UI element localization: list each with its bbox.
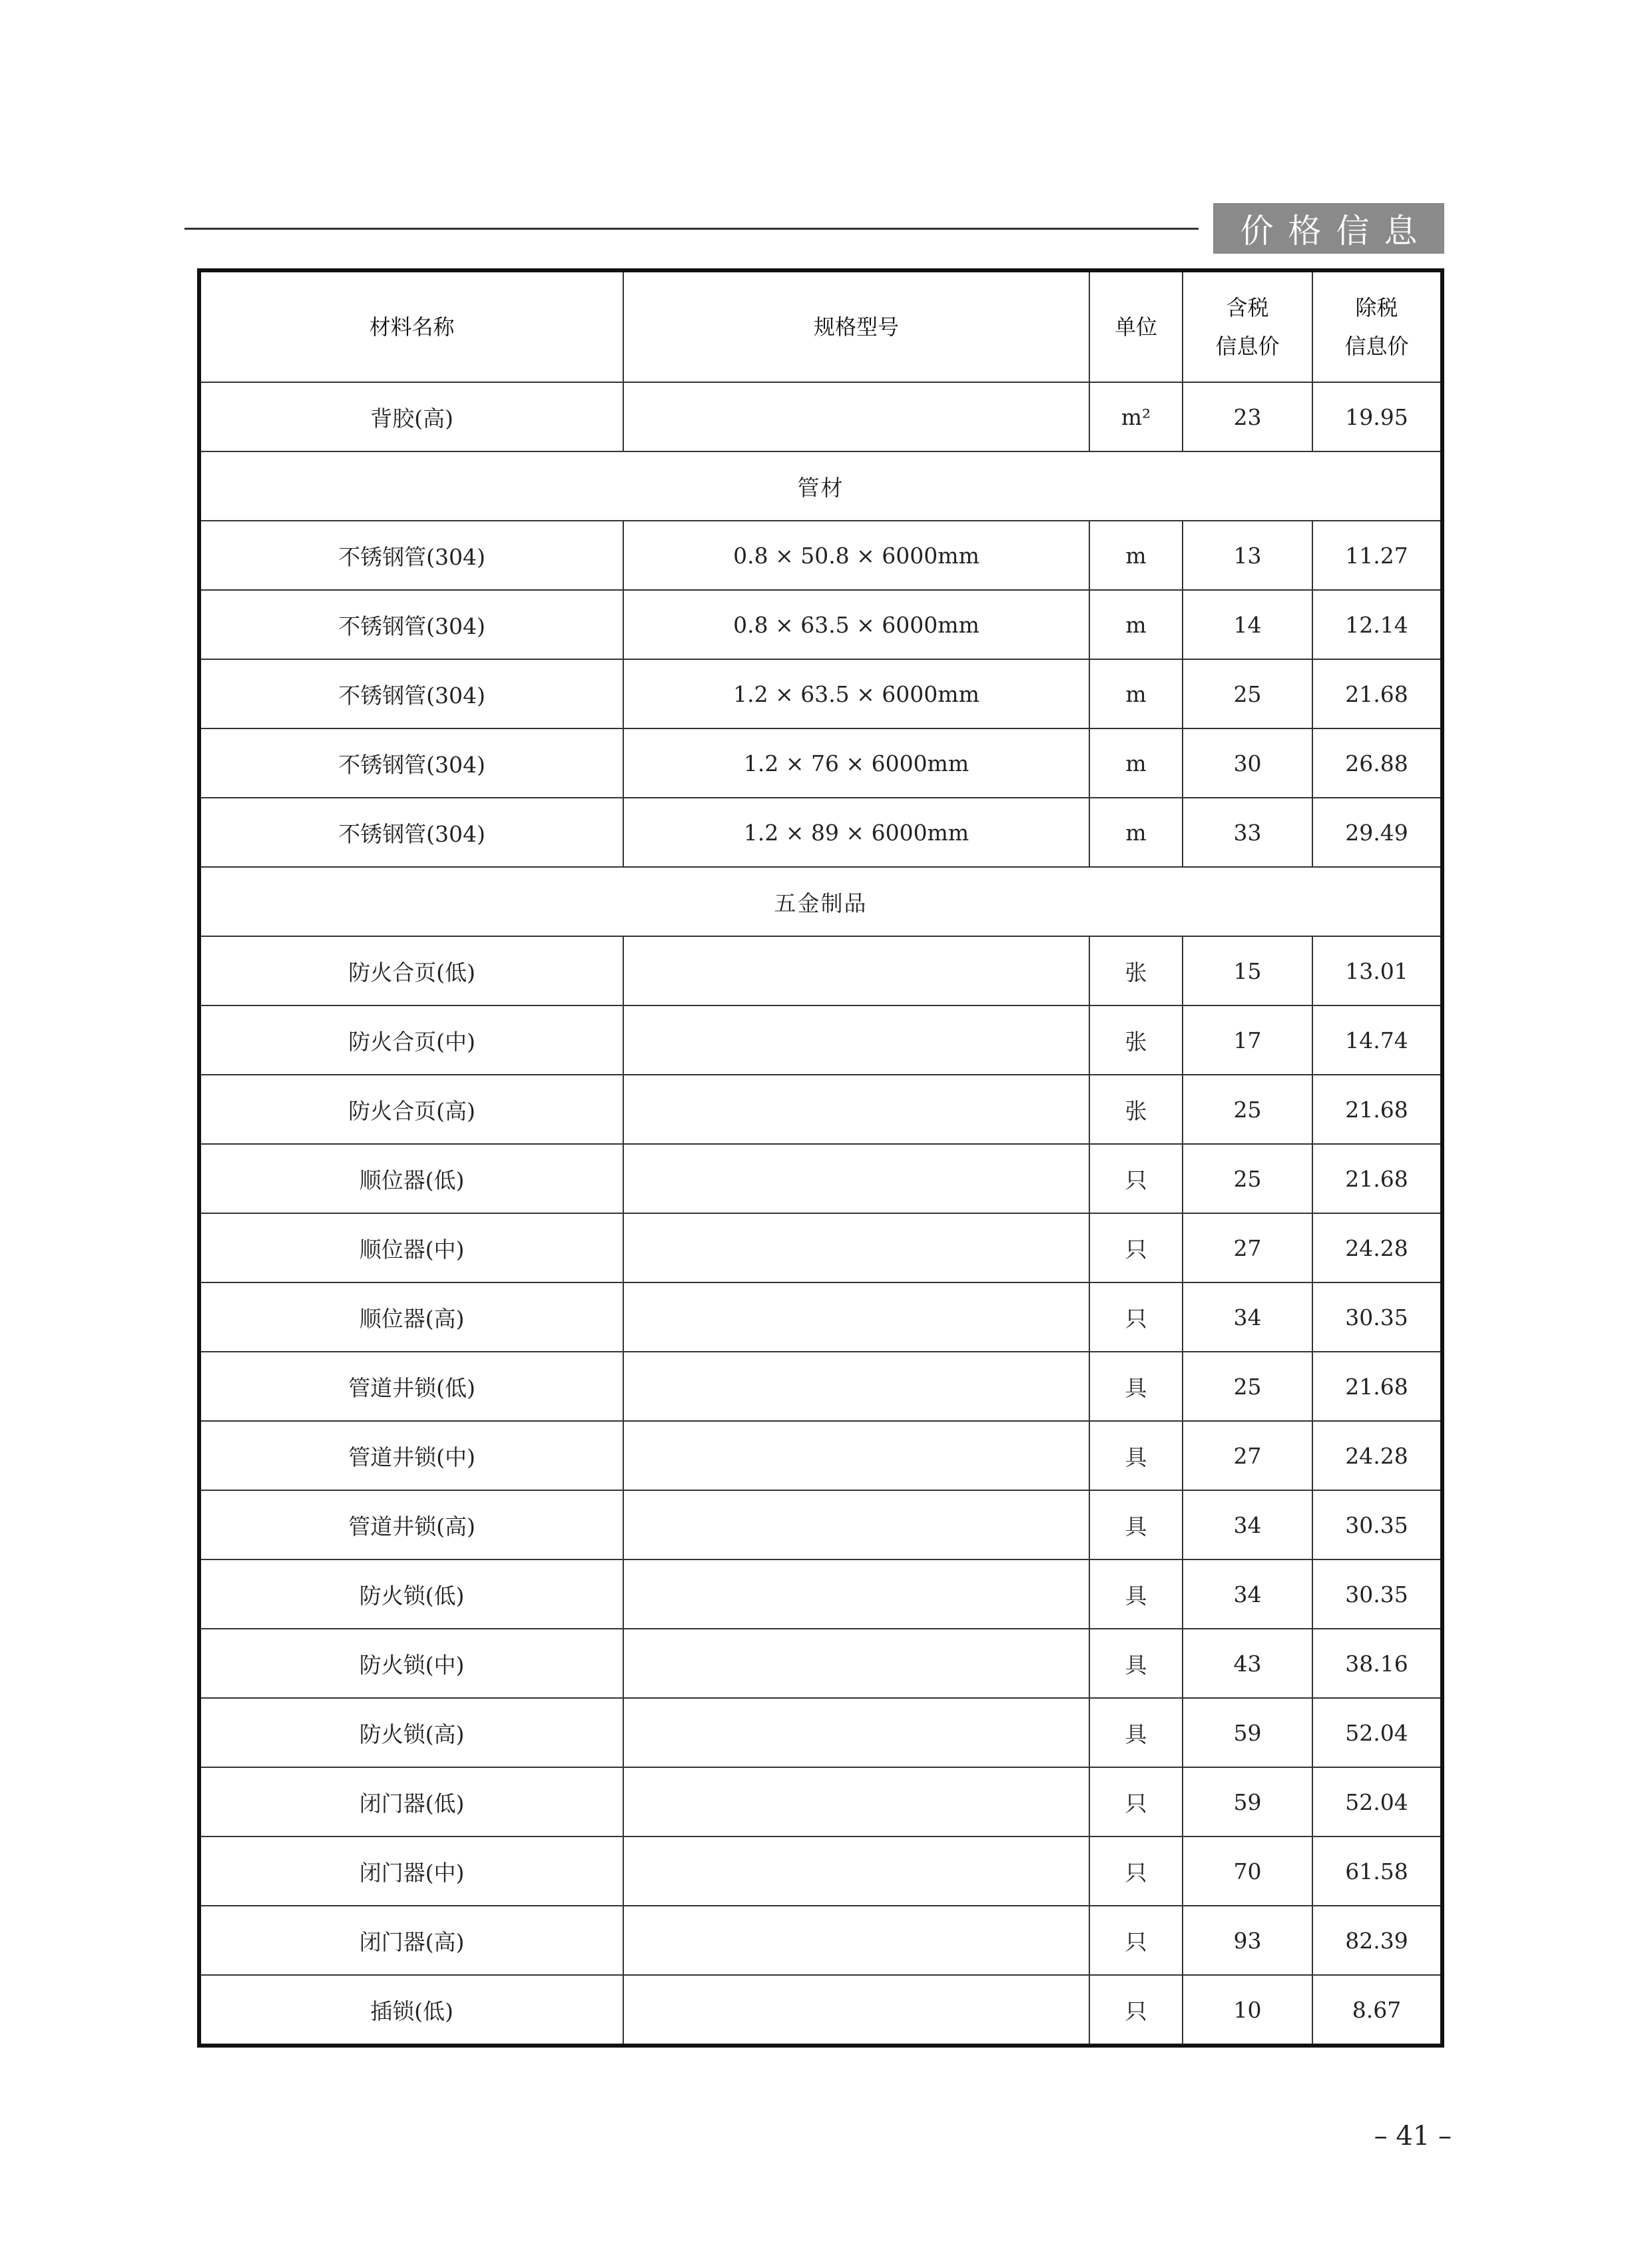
material-name-cell: 防火合页(低): [199, 936, 623, 1005]
table-row: [199, 1698, 1442, 1767]
tax-inclusive-price-cell: 59: [1183, 1698, 1312, 1767]
tax-inclusive-price-cell: 13: [1183, 521, 1312, 590]
tax-exclusive-price-cell: 13.01: [1312, 936, 1442, 1005]
tax-inclusive-price-cell: 27: [1183, 1213, 1312, 1282]
unit-cell: m²: [1089, 382, 1183, 451]
table-row: [199, 382, 1442, 451]
unit-cell: 只: [1089, 1213, 1183, 1282]
table-row: [199, 1421, 1442, 1490]
tax-exclusive-price-cell: 21.68: [1312, 1144, 1442, 1213]
tax-exclusive-price-cell: 21.68: [1312, 659, 1442, 728]
material-name-cell: 不锈钢管(304): [199, 590, 623, 659]
tax-exclusive-price-cell: 30.35: [1312, 1559, 1442, 1629]
tax-inclusive-price-cell: 33: [1183, 798, 1312, 867]
unit-cell: 张: [1089, 1075, 1183, 1144]
spec-cell: [623, 1559, 1089, 1629]
tax-exclusive-price-cell: 52.04: [1312, 1698, 1442, 1767]
table-row: [199, 1767, 1442, 1836]
unit-cell: m: [1089, 798, 1183, 867]
spec-cell: [623, 1213, 1089, 1282]
table-row: [199, 728, 1442, 798]
tax-inclusive-price-cell: 59: [1183, 1767, 1312, 1836]
spec-cell: 1.2 × 76 × 6000mm: [623, 728, 1089, 798]
material-name-cell: 防火锁(中): [199, 1629, 623, 1698]
table-row: [199, 1144, 1442, 1213]
tax-exclusive-price-cell: 12.14: [1312, 590, 1442, 659]
tax-exclusive-price-cell: 21.68: [1312, 1075, 1442, 1144]
tax-exclusive-price-cell: 11.27: [1312, 521, 1442, 590]
table-row: [199, 1906, 1442, 1975]
tax-inclusive-price-cell: 25: [1183, 659, 1312, 728]
table-row: [199, 798, 1442, 867]
unit-cell: m: [1089, 521, 1183, 590]
spec-cell: [623, 1282, 1089, 1352]
tax-inclusive-price-cell: 23: [1183, 382, 1312, 451]
material-name-cell: 顺位器(高): [199, 1282, 623, 1352]
table-row: [199, 1352, 1442, 1421]
material-name-cell: 顺位器(中): [199, 1213, 623, 1282]
unit-cell: m: [1089, 590, 1183, 659]
unit-cell: 张: [1089, 1005, 1183, 1075]
column-header-name: 材料名称: [199, 270, 623, 382]
table-row: [199, 1975, 1442, 2046]
tax-exclusive-price-cell: 82.39: [1312, 1906, 1442, 1975]
unit-cell: 具: [1089, 1352, 1183, 1421]
material-name-cell: 防火锁(高): [199, 1698, 623, 1767]
spec-cell: 1.2 × 63.5 × 6000mm: [623, 659, 1089, 728]
tax-inclusive-price-cell: 93: [1183, 1906, 1312, 1975]
unit-cell: 具: [1089, 1490, 1183, 1559]
tax-inclusive-price-cell: 30: [1183, 728, 1312, 798]
category-label: 五金制品: [199, 867, 1442, 936]
spec-cell: [623, 1767, 1089, 1836]
tax-exclusive-price-cell: 29.49: [1312, 798, 1442, 867]
column-header-spec: 规格型号: [623, 270, 1089, 382]
spec-cell: [623, 1698, 1089, 1767]
spec-cell: [623, 1075, 1089, 1144]
price-table: [197, 268, 1444, 2048]
column-header-unit: 单位: [1089, 270, 1183, 382]
spec-cell: [623, 936, 1089, 1005]
tax-exclusive-price-cell: 61.58: [1312, 1836, 1442, 1906]
unit-cell: m: [1089, 728, 1183, 798]
spec-cell: 1.2 × 89 × 6000mm: [623, 798, 1089, 867]
column-header-tax-inclusive: 含税 信息价: [1183, 270, 1312, 382]
unit-cell: 具: [1089, 1698, 1183, 1767]
table-row: [199, 1559, 1442, 1629]
tax-inclusive-price-cell: 27: [1183, 1421, 1312, 1490]
spec-cell: [623, 1352, 1089, 1421]
spec-cell: [623, 1975, 1089, 2046]
tax-exclusive-price-cell: 24.28: [1312, 1213, 1442, 1282]
unit-cell: 只: [1089, 1906, 1183, 1975]
category-label: 管材: [199, 451, 1442, 521]
spec-cell: [623, 1421, 1089, 1490]
material-name-cell: 管道井锁(高): [199, 1490, 623, 1559]
table-row: [199, 1836, 1442, 1906]
spec-cell: [623, 382, 1089, 451]
spec-cell: [623, 1005, 1089, 1075]
tax-inclusive-price-cell: 25: [1183, 1075, 1312, 1144]
tax-inclusive-price-cell: 34: [1183, 1490, 1312, 1559]
table-row: [199, 1213, 1442, 1282]
tax-inclusive-price-cell: 70: [1183, 1836, 1312, 1906]
unit-cell: 只: [1089, 1836, 1183, 1906]
material-name-cell: 管道井锁(低): [199, 1352, 623, 1421]
section-tag: 价格信息: [1213, 203, 1444, 254]
unit-cell: m: [1089, 659, 1183, 728]
unit-cell: 张: [1089, 936, 1183, 1005]
material-name-cell: 闭门器(中): [199, 1836, 623, 1906]
table-row: [199, 1629, 1442, 1698]
spec-cell: [623, 1906, 1089, 1975]
tax-exclusive-price-cell: 52.04: [1312, 1767, 1442, 1836]
tax-exclusive-price-cell: 8.67: [1312, 1975, 1442, 2046]
tax-exclusive-price-cell: 21.68: [1312, 1352, 1442, 1421]
material-name-cell: 插锁(低): [199, 1975, 623, 2046]
tax-exclusive-price-cell: 19.95: [1312, 382, 1442, 451]
spec-cell: 0.8 × 50.8 × 6000mm: [623, 521, 1089, 590]
spec-cell: [623, 1629, 1089, 1698]
tax-exclusive-price-cell: 24.28: [1312, 1421, 1442, 1490]
tax-inclusive-price-cell: 14: [1183, 590, 1312, 659]
tax-inclusive-price-cell: 43: [1183, 1629, 1312, 1698]
unit-cell: 具: [1089, 1629, 1183, 1698]
header-row: [199, 270, 1442, 382]
unit-cell: 具: [1089, 1559, 1183, 1629]
table-row: [199, 1490, 1442, 1559]
tax-inclusive-price-cell: 34: [1183, 1282, 1312, 1352]
material-name-cell: 闭门器(低): [199, 1767, 623, 1836]
material-name-cell: 不锈钢管(304): [199, 798, 623, 867]
category-row: [199, 451, 1442, 521]
spec-cell: [623, 1490, 1089, 1559]
tax-inclusive-price-cell: 25: [1183, 1352, 1312, 1421]
tax-exclusive-price-cell: 30.35: [1312, 1282, 1442, 1352]
tax-exclusive-price-cell: 38.16: [1312, 1629, 1442, 1698]
tax-inclusive-price-cell: 17: [1183, 1005, 1312, 1075]
material-name-cell: 闭门器(高): [199, 1906, 623, 1975]
table-row: [199, 1005, 1442, 1075]
tax-inclusive-price-cell: 25: [1183, 1144, 1312, 1213]
table-row: [199, 936, 1442, 1005]
material-name-cell: 防火合页(中): [199, 1005, 623, 1075]
tax-inclusive-price-cell: 34: [1183, 1559, 1312, 1629]
header-rule: [184, 228, 1199, 230]
material-name-cell: 防火锁(低): [199, 1559, 623, 1629]
material-name-cell: 背胶(高): [199, 382, 623, 451]
material-name-cell: 不锈钢管(304): [199, 521, 623, 590]
table-row: [199, 659, 1442, 728]
tax-inclusive-price-cell: 10: [1183, 1975, 1312, 2046]
tax-exclusive-price-cell: 30.35: [1312, 1490, 1442, 1559]
material-name-cell: 不锈钢管(304): [199, 728, 623, 798]
unit-cell: 只: [1089, 1975, 1183, 2046]
material-name-cell: 顺位器(低): [199, 1144, 623, 1213]
table-row: [199, 1282, 1442, 1352]
spec-cell: [623, 1836, 1089, 1906]
material-name-cell: 管道井锁(中): [199, 1421, 623, 1490]
table-row: [199, 521, 1442, 590]
spec-cell: 0.8 × 63.5 × 6000mm: [623, 590, 1089, 659]
tax-inclusive-price-cell: 15: [1183, 936, 1312, 1005]
material-name-cell: 防火合页(高): [199, 1075, 623, 1144]
spec-cell: [623, 1144, 1089, 1213]
unit-cell: 只: [1089, 1282, 1183, 1352]
material-name-cell: 不锈钢管(304): [199, 659, 623, 728]
unit-cell: 只: [1089, 1767, 1183, 1836]
category-row: [199, 867, 1442, 936]
page-number: – 41 –: [1374, 2121, 1452, 2151]
tax-exclusive-price-cell: 26.88: [1312, 728, 1442, 798]
table-row: [199, 590, 1442, 659]
tax-exclusive-price-cell: 14.74: [1312, 1005, 1442, 1075]
column-header-tax-exclusive: 除税 信息价: [1312, 270, 1442, 382]
table-body: [199, 382, 1442, 2046]
table-row: [199, 1075, 1442, 1144]
unit-cell: 具: [1089, 1421, 1183, 1490]
unit-cell: 只: [1089, 1144, 1183, 1213]
